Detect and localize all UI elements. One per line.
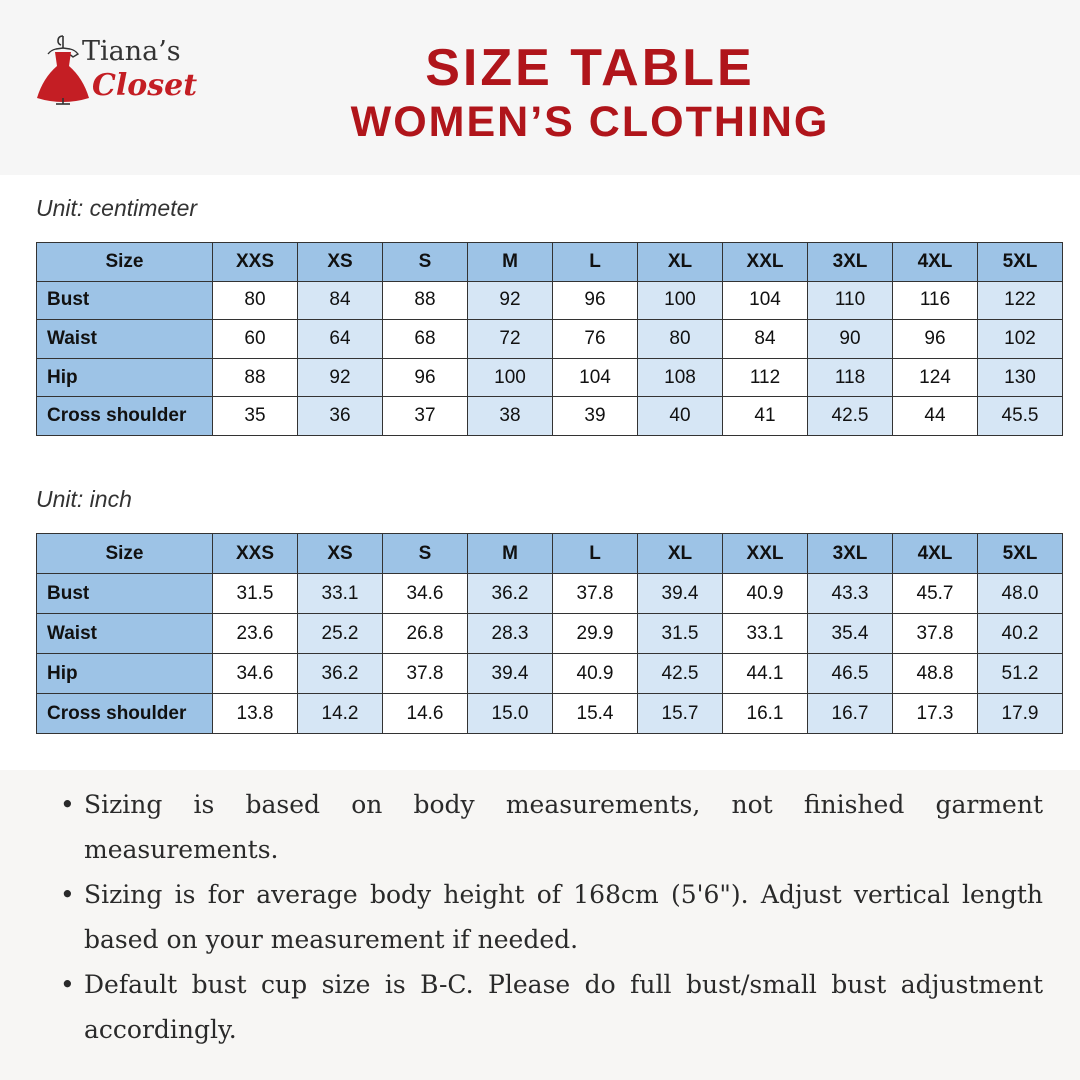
- table-cell: 34.6: [213, 654, 298, 694]
- table-cell: 16.7: [808, 694, 893, 734]
- table-cell: 88: [213, 358, 298, 397]
- header-cell: M: [468, 243, 553, 282]
- brand-name-line1: Tiana’s: [82, 36, 181, 67]
- table-cell: 28.3: [468, 614, 553, 654]
- table-cell: 48.8: [893, 654, 978, 694]
- table-cell: 44.1: [723, 654, 808, 694]
- table-row: [37, 358, 1063, 397]
- table-cell: 36.2: [298, 654, 383, 694]
- table-cell: 39.4: [468, 654, 553, 694]
- page-header: [0, 0, 1080, 175]
- header-cell: S: [383, 534, 468, 574]
- notes-list: [60, 782, 1043, 1052]
- note-item: • Sizing is based on body measurements, not finished garment measurements.: [60, 782, 1043, 872]
- table-cell: 25.2: [298, 614, 383, 654]
- header-cell: 3XL: [808, 243, 893, 282]
- header-cell: XS: [298, 534, 383, 574]
- table-cell: 108: [638, 358, 723, 397]
- table-cell: 33.1: [723, 614, 808, 654]
- table-cell: 16.1: [723, 694, 808, 734]
- header-cell: XXL: [723, 534, 808, 574]
- header-cell: XL: [638, 243, 723, 282]
- table-cell: 92: [298, 358, 383, 397]
- table-cell: 80: [638, 320, 723, 359]
- table-cell: 17.3: [893, 694, 978, 734]
- header-cell: S: [383, 243, 468, 282]
- table-header-row: [37, 243, 1063, 282]
- table-cell: 104: [723, 281, 808, 320]
- table-row: [37, 654, 1063, 694]
- table-cell: 44: [893, 397, 978, 436]
- note-item: • Sizing is for average body height of 168cm (5'6"). Adjust vertical length based on your measurement if needed.: [60, 872, 1043, 962]
- header-cell: L: [553, 243, 638, 282]
- page-title: SIZE TABLE: [425, 39, 755, 97]
- table-header-row: [37, 534, 1063, 574]
- table-cell: 104: [553, 358, 638, 397]
- table-cell: 118: [808, 358, 893, 397]
- table-cell: 39: [553, 397, 638, 436]
- table-row: [37, 397, 1063, 436]
- page-subtitle: WOMEN’S CLOTHING: [350, 98, 830, 146]
- table-cell: 92: [468, 281, 553, 320]
- table-cell: 37.8: [383, 654, 468, 694]
- table-cell: 37: [383, 397, 468, 436]
- header-cell: Size: [37, 534, 213, 574]
- table-cell: 76: [553, 320, 638, 359]
- table-cell: 15.7: [638, 694, 723, 734]
- table-cell: 17.9: [978, 694, 1063, 734]
- row-label: Waist: [37, 320, 213, 359]
- table-cell: 41: [723, 397, 808, 436]
- header-cell: L: [553, 534, 638, 574]
- table-cell: 35.4: [808, 614, 893, 654]
- table-cell: 40.9: [723, 574, 808, 614]
- table-cell: 60: [213, 320, 298, 359]
- header-cell: XL: [638, 534, 723, 574]
- note-item: • Default bust cup size is B-C. Please do full bust/small bust adjustment accordingly.: [60, 962, 1043, 1052]
- row-label: Bust: [37, 574, 213, 614]
- header-cell: 4XL: [893, 243, 978, 282]
- table-cell: 43.3: [808, 574, 893, 614]
- table-cell: 110: [808, 281, 893, 320]
- table-cell: 100: [468, 358, 553, 397]
- table-cell: 122: [978, 281, 1063, 320]
- table-cell: 45.7: [893, 574, 978, 614]
- table-cell: 38: [468, 397, 553, 436]
- brand-name-line2: Closet: [92, 68, 198, 103]
- table-cell: 64: [298, 320, 383, 359]
- row-label: Cross shoulder: [37, 694, 213, 734]
- table-cell: 96: [553, 281, 638, 320]
- header-cell: 5XL: [978, 243, 1063, 282]
- table-row: [37, 281, 1063, 320]
- table-cell: 39.4: [638, 574, 723, 614]
- header-cell: XXL: [723, 243, 808, 282]
- table-cell: 23.6: [213, 614, 298, 654]
- table-cell: 40.9: [553, 654, 638, 694]
- table-cell: 80: [213, 281, 298, 320]
- header-cell: 3XL: [808, 534, 893, 574]
- table-cell: 36: [298, 397, 383, 436]
- table-cell: 45.5: [978, 397, 1063, 436]
- table-cell: 26.8: [383, 614, 468, 654]
- header-cell: XXS: [213, 534, 298, 574]
- table-cell: 31.5: [638, 614, 723, 654]
- table-cell: 29.9: [553, 614, 638, 654]
- notes-section: [0, 770, 1080, 1080]
- table-cell: 36.2: [468, 574, 553, 614]
- table-cell: 42.5: [808, 397, 893, 436]
- table-cell: 96: [893, 320, 978, 359]
- header-cell: 4XL: [893, 534, 978, 574]
- table-cell: 13.8: [213, 694, 298, 734]
- table-cell: 42.5: [638, 654, 723, 694]
- unit-label-cm: Unit: centimeter: [36, 195, 198, 221]
- table-cell: 112: [723, 358, 808, 397]
- table-cell: 84: [723, 320, 808, 359]
- table-cell: 14.6: [383, 694, 468, 734]
- header-cell: Size: [37, 243, 213, 282]
- table-cell: 90: [808, 320, 893, 359]
- header-cell: M: [468, 534, 553, 574]
- table-cell: 37.8: [553, 574, 638, 614]
- row-label: Hip: [37, 654, 213, 694]
- row-label: Cross shoulder: [37, 397, 213, 436]
- table-cell: 35: [213, 397, 298, 436]
- table-cell: 124: [893, 358, 978, 397]
- table-cell: 88: [383, 281, 468, 320]
- table-cell: 72: [468, 320, 553, 359]
- row-label: Bust: [37, 281, 213, 320]
- table-cell: 40.2: [978, 614, 1063, 654]
- row-label: Waist: [37, 614, 213, 654]
- table-row: [37, 574, 1063, 614]
- unit-label-inch: Unit: inch: [36, 486, 132, 512]
- header-cell: XS: [298, 243, 383, 282]
- table-cell: 33.1: [298, 574, 383, 614]
- table-cell: 116: [893, 281, 978, 320]
- table-row: [37, 694, 1063, 734]
- table-cell: 84: [298, 281, 383, 320]
- table-row: [37, 614, 1063, 654]
- table-row: [37, 320, 1063, 359]
- table-cell: 15.4: [553, 694, 638, 734]
- header-cell: 5XL: [978, 534, 1063, 574]
- table-cell: 100: [638, 281, 723, 320]
- table-cell: 46.5: [808, 654, 893, 694]
- table-cell: 14.2: [298, 694, 383, 734]
- row-label: Hip: [37, 358, 213, 397]
- table-cell: 68: [383, 320, 468, 359]
- table-cell: 31.5: [213, 574, 298, 614]
- table-cell: 37.8: [893, 614, 978, 654]
- size-table-cm: [36, 242, 1063, 436]
- table-cell: 51.2: [978, 654, 1063, 694]
- table-cell: 130: [978, 358, 1063, 397]
- header-cell: XXS: [213, 243, 298, 282]
- table-cell: 102: [978, 320, 1063, 359]
- table-cell: 96: [383, 358, 468, 397]
- table-cell: 34.6: [383, 574, 468, 614]
- table-cell: 15.0: [468, 694, 553, 734]
- table-cell: 48.0: [978, 574, 1063, 614]
- table-cell: 40: [638, 397, 723, 436]
- size-table-inch: [36, 533, 1063, 734]
